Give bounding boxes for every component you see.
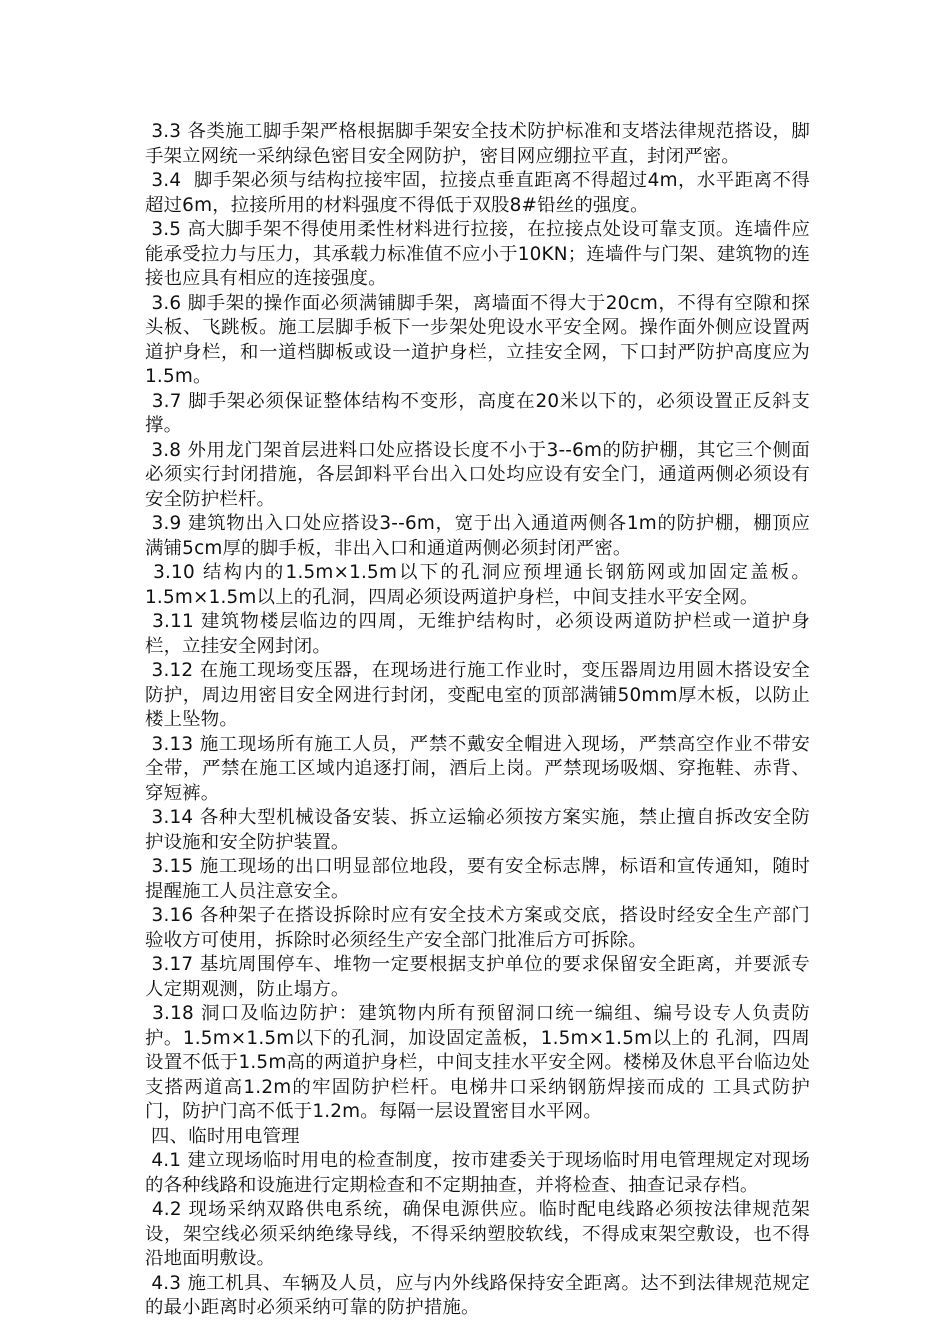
paragraph-3-9: 3.9 建筑物出入口处应搭设3--6m，宽于出入通道两侧各1m的防护棚，棚顶应满铺5cm厚的脚手板，非出入口和通道两侧必须封闭严密。 (145, 513, 810, 559)
paragraph-3-6: 3.6 脚手架的操作面必须满铺脚手架，离墙面不得大于20cm，不得有空隙和探头板、飞跳板。施工层脚手板下一步架处兜设水平安全网。操作面外侧应设置两道护身栏，和一道档脚板或设一道护身栏，立挂安全网，下口封严防护高度应为1.5m。 (145, 292, 811, 387)
paragraph-3-5: 3.5 高大脚手架不得使用柔性材料进行拉接，在拉接点处设可靠支顶。连墙件应能承受拉力与压力，其承载力标准值不应小于10KN；连墙件与门架、建筑物的连接也应具有相应的连接强度。 (145, 219, 810, 289)
paragraph-4-1: 4.1 建立现场临时用电的检查制度，按市建委关于现场临时用电管理规定对现场的各种线路和设施进行定期检查和不定期抽查，并将检查、抽查记录存档。 (145, 1150, 810, 1196)
paragraph-3-3: 3.3 各类施工脚手架严格根据脚手架安全技术防护标准和支塔法律规范搭设，脚手架立网统一采纳绿色密目安全网防护，密目网应绷拉平直，封闭严密。 (145, 121, 810, 167)
paragraph-3-16: 3.16 各种架子在搭设拆除时应有安全技术方案或交底，搭设时经安全生产部门验收方可使用，拆除时必须经生产安全部门批准后方可拆除。 (145, 905, 810, 951)
paragraph-3-10: 3.10 结构内的1.5m×1.5m以下的孔洞应预埋通长钢筋网或加固定盖板。1.5m×1.5m以上的孔洞，四周必须设两道护身栏，中间支挂水平安全网。 (145, 562, 810, 608)
paragraph-3-7: 3.7 脚手架必须保证整体结构不变形，高度在20米以下的，必须设置正反斜支撑。 (145, 390, 810, 436)
paragraph-3-12: 3.12 在施工现场变压器，在现场进行施工作业时，变压器周边用圆木搭设安全防护，周边用密目安全网进行封闭，变配电室的顶部满铺50mm厚木板，以防止楼上坠物。 (145, 660, 810, 730)
paragraph-3-11: 3.11 建筑物楼层临边的四周，无维护结构时，必须设两道防护栏或一道护身栏，立挂安全网封闭。 (145, 611, 810, 657)
section-heading-4: 四、临时用电管理 (145, 1125, 300, 1147)
paragraph-3-4: 3.4 脚手架必须与结构拉接牢固，拉接点垂直距离不得超过4m，水平距离不得超过6m，拉接所用的材料强度不得低于双股8#铅丝的强度。 (145, 170, 811, 216)
paragraph-4-3: 4.3 施工机具、车辆及人员，应与内外线路保持安全距离。达不到法律规范规定的最小距离时必须采纳可靠的防护措施。 (145, 1272, 810, 1318)
paragraph-3-13: 3.13 施工现场所有施工人员，严禁不戴安全帽进入现场，严禁高空作业不带安全带，严禁在施工区域内追逐打闹，酒后上岗。严禁现场吸烟、穿拖鞋、赤背、穿短裤。 (145, 733, 810, 804)
paragraph-3-15: 3.15 施工现场的出口明显部位地段，要有安全标志牌，标语和宣传通知，随时提醒施工人员注意安全。 (145, 856, 810, 902)
paragraph-3-14: 3.14 各种大型机械设备安装、拆立运输必须按方案实施，禁止擅自拆改安全防护设施和安全防护装置。 (145, 807, 810, 853)
paragraph-4-2: 4.2 现场采纳双路供电系统，确保电源供应。临时配电线路必须按法律规范架设，架空线必须采纳绝缘导线，不得采纳塑胶软线，不得成束架空敷设，也不得沿地面明敷设。 (145, 1199, 811, 1269)
document-body (145, 120, 810, 1321)
paragraph-3-17: 3.17 基坑周围停车、堆物一定要根据支护单位的要求保留安全距离，并要派专人定期观测，防止塌方。 (145, 954, 810, 1000)
paragraph-3-8: 3.8 外用龙门架首层进料口处应搭设长度不小于3--6m的防护棚，其它三个侧面必须实行封闭措施，各层卸料平台出入口处均应设有安全门，通道两侧必须设有安全防护栏杆。 (145, 439, 811, 510)
paragraph-3-18: 3.18 洞口及临边防护：建筑物内所有预留洞口统一编组、编号设专人负责防护。1.5m×1.5m以下的孔洞，加设固定盖板，1.5m×1.5m以上的 孔洞，四周设置不低于1.5m高的两道护身栏，中间支挂水平安全网。楼梯及休息平台临边处支搭两道高1.2m的牢固防护栏杆。电梯井口采纳钢筋焊接而成的 工具式防护门，防护门高不低于1.2m。每隔一层设置密目水平网。 (145, 1003, 810, 1122)
